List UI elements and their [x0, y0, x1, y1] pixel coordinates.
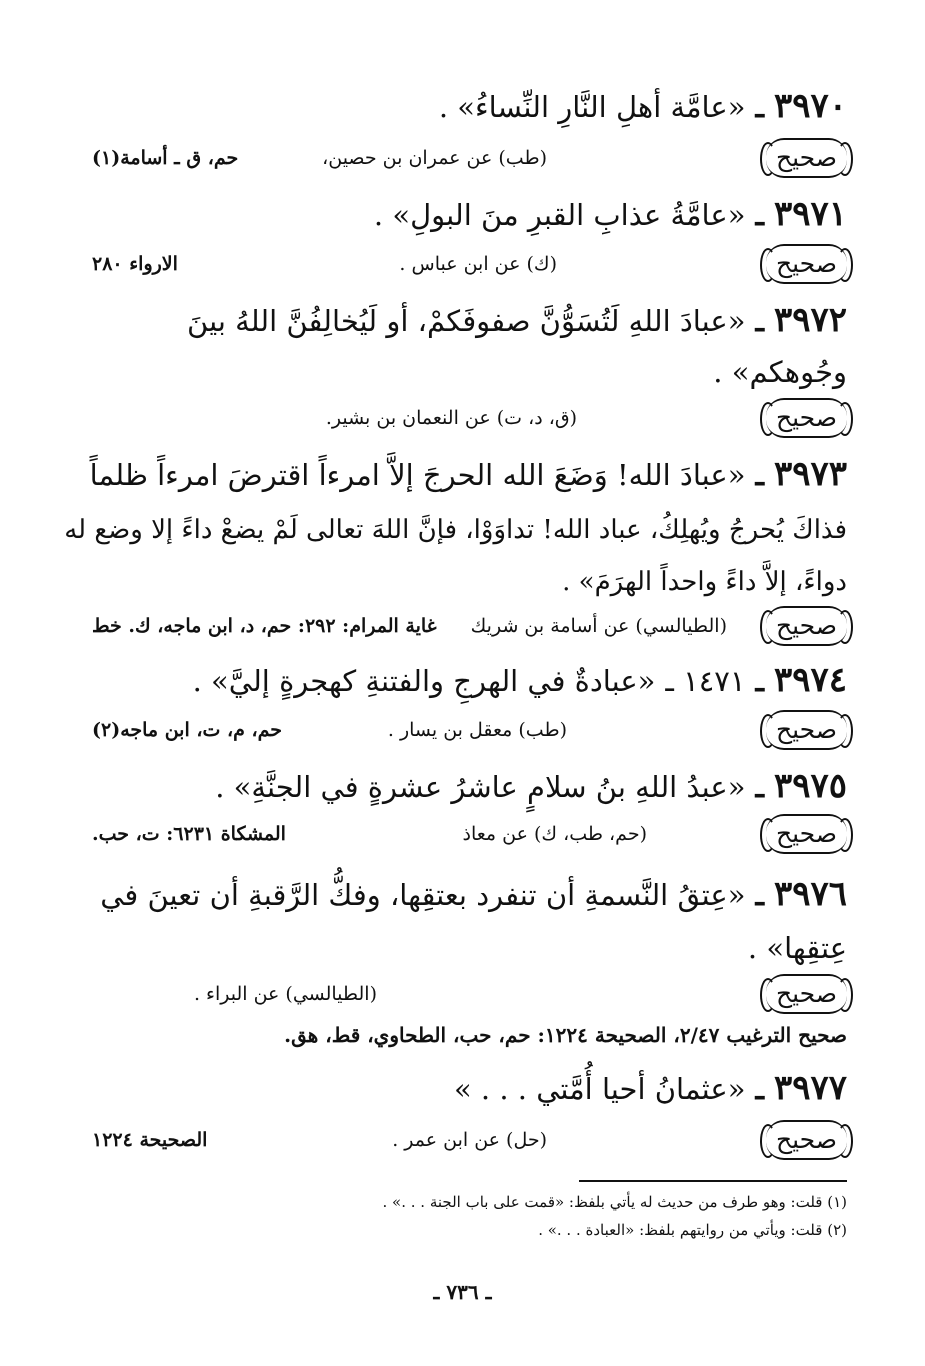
source-text: (الطيالسي) عن أسامة بن شريك — [470, 615, 727, 637]
hadith-text-continued — [92, 562, 847, 602]
grade-badge: صحيح — [766, 138, 847, 178]
grade-badge: صحيح — [766, 814, 847, 854]
hadith-text: ٣٩٧١ـ«عامَّةُ عذابِ القبرِ منَ البولِ» . — [373, 194, 847, 234]
source-text: (طب) عن عمران بن حصين، — [322, 147, 547, 169]
hadith-text: ٣٩٧٥ـ«عبدُ اللهِ بنُ سلامٍ عاشرُ عشرةٍ في الجنَّةِ» . — [215, 766, 847, 806]
hadith-text: ٣٩٧٣ـ«عبادَ الله! وَضَعَ الله الحرجَ إلاَّ امرءاً اقترضَ امرءاً ظلماً — [89, 454, 847, 494]
hadith-text: ٣٩٧٦ـ«عِتقُ النَّسمةِ أن تنفرد بعتقِها، وفكُّ الرَّقبةِ أن تعينَ في — [100, 874, 847, 914]
grade-badge: صحيح — [766, 398, 847, 438]
grade-badge: صحيح — [766, 1120, 847, 1160]
hadith-number: ٣٩٧١ — [773, 194, 847, 234]
hadith-line: «عبادةٌ في الهرجِ والفتنةِ كهجرةٍ إليَّ» . — [192, 664, 656, 698]
source-row — [92, 398, 847, 438]
reference-text: حم، م، ت، ابن ماجه(٢) — [92, 719, 283, 741]
grade-badge: صحيح — [766, 244, 847, 284]
hadith-number: ٣٩٧٣ — [773, 454, 847, 494]
source-text: (حم، طب، ك) عن معاذ — [462, 823, 647, 845]
hadith-number: ٣٩٧٥ — [773, 766, 847, 806]
reference-text: حم، ق ـ أسامة(١) — [92, 147, 239, 169]
hadith-line: «عبادَ الله! وَضَعَ الله الحرجَ إلاَّ امرءاً اقترضَ امرءاً ظلماً — [89, 458, 746, 492]
reference-text: صحيح الترغيب ٢/٤٧، الصحيحة ١٢٢٤: حم، حب، الطحاوي، قط، هق. — [284, 1023, 847, 1047]
grade-badge: صحيح — [766, 606, 847, 646]
hadith-line: دواءً، إلاَّ داءً واحداً الهرَمَ» . — [562, 567, 847, 597]
hadith-number: ٣٩٧٠ — [773, 86, 847, 126]
source-row — [92, 1120, 847, 1160]
hadith-line: «عامَّةُ عذابِ القبرِ منَ البولِ» . — [373, 198, 746, 232]
source-row — [92, 244, 847, 284]
hadith-text: ٣٩٧٤ـ١٤٧١ ـ«عبادةٌ في الهرجِ والفتنةِ كهجرةٍ إليَّ» . — [192, 660, 847, 700]
hadith-line: «عبدُ اللهِ بنُ سلامٍ عاشرُ عشرةٍ في الجنَّةِ» . — [215, 770, 746, 804]
reference-text: الارواء ٢٨٠ — [92, 253, 178, 275]
reference-text: غاية المرام: ٢٩٢: حم، د، ابن ماجه، ك. خط — [92, 615, 437, 637]
hadith-number: ٣٩٧٢ — [773, 300, 847, 340]
source-text: (ق، د، ت) عن النعمان بن بشير. — [325, 407, 577, 429]
hadith-text-continued — [64, 510, 847, 550]
hadith-text: ٣٩٧٢ـ«عبادَ اللهِ لَتُسَوُّنَّ صفوفَكمْ، أو لَيُخالِفُنَّ اللهُ بينَ — [187, 300, 847, 340]
hadith-number: ٣٩٧٧ — [773, 1068, 847, 1108]
grade-badge: صحيح — [766, 710, 847, 750]
source-text: (الطيالسي) عن البراء . — [193, 983, 377, 1005]
reference-text: المشكاة ٦٢٣١: ت، حب. — [92, 823, 286, 845]
source-row — [92, 138, 847, 178]
source-text: (ك) عن ابن عباس . — [399, 253, 557, 275]
source-text: (طب) معقل بن يسار . — [387, 719, 567, 741]
hadith-text-continued — [92, 352, 847, 392]
hadith-text-continued — [92, 928, 847, 968]
page-number: ـ ٧٣٦ ـ — [433, 1280, 492, 1304]
hadith-text: ٣٩٧٧ـ«عثمانُ أحيا أُمَّتي . . . » — [453, 1068, 847, 1108]
footnote-divider — [579, 1180, 847, 1182]
hadith-line: «عثمانُ أحيا أُمَّتي . . . » — [453, 1072, 746, 1106]
source-row — [92, 974, 847, 1014]
hadith-number: ٣٩٧٦ — [773, 874, 847, 914]
grade-badge: صحيح — [766, 974, 847, 1014]
hadith-text: ٣٩٧٠ـ«عامَّة أهلِ النَّارِ النِّساءُ» . — [438, 86, 847, 126]
hadith-number: ٣٩٧٤ — [773, 660, 847, 700]
hadith-line: «عامَّة أهلِ النَّارِ النِّساءُ» . — [438, 90, 746, 124]
hadith-line: وجُوهكم» . — [713, 355, 847, 389]
footnote: (٢) قلت: ويأتي من روايتهم بلفظ: «العبادة . . .» . — [538, 1221, 847, 1239]
reference-text: الصحيحة ١٢٢٤ — [92, 1129, 208, 1151]
source-text: (حل) عن ابن عمر . — [392, 1129, 547, 1151]
source-row — [92, 814, 847, 854]
hadith-prefix: ١٤٧١ ـ — [665, 664, 746, 698]
source-row — [92, 606, 847, 646]
source-row — [92, 710, 847, 750]
hadith-line: «عبادَ اللهِ لَتُسَوُّنَّ صفوفَكمْ، أو لَيُخالِفُنَّ اللهُ بينَ — [187, 304, 746, 338]
hadith-line: عِتقِها» . — [747, 931, 847, 965]
hadith-line: «عِتقُ النَّسمةِ أن تنفرد بعتقِها، وفكُّ الرَّقبةِ أن تعينَ في — [100, 878, 746, 912]
footnote: (١) قلت: وهو طرف من حديث له يأتي بلفظ: «قمت على باب الجنة . . .» . — [382, 1193, 847, 1211]
hadith-line: فذاكَ يُحرجُ ويُهلِكُ، عباد الله! تداوَوْا، فإنَّ اللهَ تعالى لَمْ يضعْ داءً إلا وضع له — [64, 515, 847, 545]
